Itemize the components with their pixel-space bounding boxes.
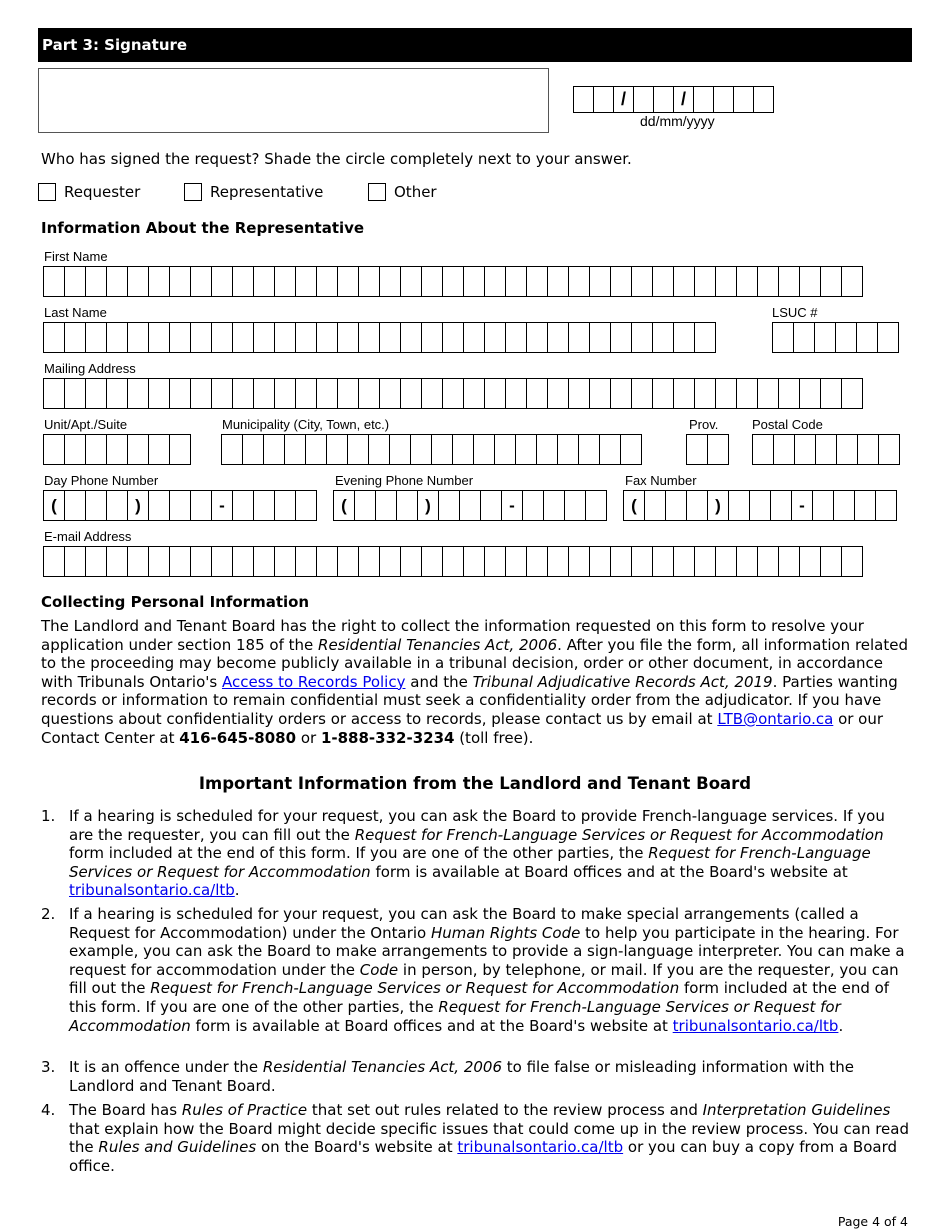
signature-box[interactable] [38, 68, 549, 133]
char-cell[interactable] [337, 378, 359, 409]
char-cell[interactable] [673, 266, 695, 297]
char-cell[interactable] [169, 378, 191, 409]
char-cell[interactable] [337, 322, 359, 353]
day-phone-field[interactable] [43, 490, 317, 521]
char-cell[interactable] [106, 266, 128, 297]
char-cell[interactable] [652, 378, 674, 409]
char-cell[interactable] [148, 378, 170, 409]
char-cell[interactable] [694, 378, 716, 409]
char-cell[interactable] [673, 322, 695, 353]
char-cell[interactable] [274, 546, 296, 577]
option-other[interactable] [368, 183, 437, 201]
char-cell[interactable] [484, 546, 506, 577]
char-cell[interactable] [127, 378, 149, 409]
char-cell[interactable] [43, 322, 65, 353]
char-cell[interactable] [242, 434, 264, 465]
postal-code-field[interactable] [752, 434, 900, 465]
mailing-address-field[interactable] [43, 378, 863, 409]
char-cell[interactable] [211, 546, 233, 577]
char-cell[interactable] [799, 546, 821, 577]
checkbox[interactable] [368, 183, 386, 201]
char-cell[interactable] [253, 322, 275, 353]
char-cell[interactable] [815, 434, 837, 465]
char-cell[interactable] [442, 322, 464, 353]
char-cell[interactable] [736, 546, 758, 577]
char-cell[interactable] [631, 546, 653, 577]
char-cell[interactable] [274, 490, 296, 521]
char-cell[interactable] [589, 266, 611, 297]
char-cell[interactable] [522, 490, 544, 521]
char-cell[interactable] [358, 378, 380, 409]
char-cell[interactable] [631, 378, 653, 409]
char-cell[interactable] [526, 378, 548, 409]
char-cell[interactable] [459, 490, 481, 521]
char-cell[interactable] [875, 490, 897, 521]
char-cell[interactable] [715, 378, 737, 409]
char-cell[interactable] [211, 322, 233, 353]
char-cell[interactable] [253, 546, 275, 577]
char-cell[interactable] [169, 322, 191, 353]
char-cell[interactable] [85, 378, 107, 409]
date-format-label: dd/mm/yyyy [640, 113, 715, 129]
char-cell[interactable] [480, 490, 502, 521]
list-item: 2. If a hearing is scheduled for your request, you can ask the Board to make special arrangements (called a Request for Accommodation) under the Ontario Human Rights Code to help you participate in the hearing. For example, you can ask the Board to make arrangements to provide a sign-language interpreter. You can make a request for accommodation under the Code in person, by telephone, or mail. If you are the requester, you can fill out the Request for French-Language Services or Request for Accommodation form included at the end of this form. If you are one of the other parties, the Request for French-Language Services or Request for Accommodation form is available at Board offices and at the Board's website at tribunalsontario.ca/ltb. [41, 905, 905, 1035]
char-cell[interactable] [190, 266, 212, 297]
char-cell[interactable] [379, 266, 401, 297]
char-cell[interactable] [442, 546, 464, 577]
representative-heading: Information About the Representative [41, 219, 365, 237]
char-cell[interactable] [673, 546, 695, 577]
char-cell[interactable] [543, 490, 565, 521]
char-cell[interactable] [557, 434, 579, 465]
option-label: Other [394, 183, 437, 201]
checkbox[interactable] [184, 183, 202, 201]
char-cell[interactable] [253, 490, 275, 521]
option-label: Requester [64, 183, 141, 201]
char-cell[interactable] [410, 434, 432, 465]
list-item: 3. It is an offence under the Residential Tenancies Act, 2006 to file false or misleading information with the Landlord and Tenant Board. [41, 1058, 855, 1095]
char-cell[interactable] [812, 490, 834, 521]
char-cell[interactable] [305, 434, 327, 465]
lsuc-field[interactable] [772, 322, 899, 353]
char-cell[interactable] [505, 266, 527, 297]
char-cell[interactable] [652, 322, 674, 353]
signed-question: Who has signed the request? Shade the circle completely next to your answer. [41, 150, 632, 168]
char-cell[interactable] [85, 490, 107, 521]
char-cell[interactable] [106, 378, 128, 409]
char-cell[interactable] [442, 378, 464, 409]
char-cell[interactable] [64, 546, 86, 577]
char-cell[interactable] [757, 266, 779, 297]
char-cell[interactable] [127, 546, 149, 577]
char-cell[interactable] [599, 434, 621, 465]
date-cell[interactable] [593, 86, 614, 113]
char-cell[interactable] [190, 378, 212, 409]
char-cell[interactable] [442, 266, 464, 297]
char-cell[interactable] [190, 322, 212, 353]
char-cell[interactable] [568, 378, 590, 409]
char-cell[interactable] [644, 490, 666, 521]
char-cell[interactable] [757, 378, 779, 409]
phone-mark: ) [127, 490, 149, 521]
evening-phone-label: Evening Phone Number [335, 473, 474, 488]
char-cell[interactable] [400, 546, 422, 577]
char-cell[interactable] [589, 378, 611, 409]
char-cell[interactable] [841, 266, 863, 297]
char-cell[interactable] [169, 546, 191, 577]
char-cell[interactable] [438, 490, 460, 521]
section-header-part3: Part 3: Signature [38, 28, 912, 62]
char-cell[interactable] [421, 378, 443, 409]
char-cell[interactable] [564, 490, 586, 521]
mailing-address-label: Mailing Address [44, 361, 136, 376]
char-cell[interactable] [221, 434, 243, 465]
char-cell[interactable] [589, 322, 611, 353]
char-cell[interactable] [665, 490, 687, 521]
last-name-label: Last Name [44, 305, 107, 320]
date-cell[interactable] [653, 86, 674, 113]
phone-mark: ) [707, 490, 729, 521]
char-cell[interactable] [728, 490, 750, 521]
char-cell[interactable] [515, 434, 537, 465]
char-cell[interactable] [85, 434, 107, 465]
char-cell[interactable] [190, 490, 212, 521]
tribunals-link[interactable]: tribunalsontario.ca/ltb [457, 1138, 624, 1157]
char-cell[interactable] [400, 322, 422, 353]
char-cell[interactable] [253, 378, 275, 409]
collecting-heading: Collecting Personal Information [41, 593, 310, 611]
phone-mark: - [791, 490, 813, 521]
tribunals-link[interactable]: tribunalsontario.ca/ltb [672, 1016, 839, 1035]
char-cell[interactable] [148, 266, 170, 297]
char-cell[interactable] [64, 378, 86, 409]
char-cell[interactable] [715, 266, 737, 297]
char-cell[interactable] [326, 434, 348, 465]
char-cell[interactable] [379, 546, 401, 577]
char-cell[interactable] [379, 378, 401, 409]
municipality-label: Municipality (City, Town, etc.) [222, 417, 390, 432]
char-cell[interactable] [106, 434, 128, 465]
char-cell[interactable] [421, 266, 443, 297]
char-cell[interactable] [836, 434, 858, 465]
list-item: 1. If a hearing is scheduled for your request, you can ask the Board to provide French-language services. If you are the requester, you can fill out the Request for French-Language Services or Request for Accommodation form included at the end of this form. If you are one of the other parties, the Request for French-Language Services or Request for Accommodation form is available at Board offices and at the Board's website at tribunalsontario.ca/ltb. [41, 807, 885, 900]
char-cell[interactable] [757, 546, 779, 577]
char-cell[interactable] [295, 490, 317, 521]
char-cell[interactable] [463, 322, 485, 353]
char-cell[interactable] [368, 434, 390, 465]
date-cell[interactable] [573, 86, 594, 113]
phone-mark: - [211, 490, 233, 521]
page-number: Page 4 of 4 [837, 1214, 908, 1229]
unit-label: Unit/Apt./Suite [44, 417, 128, 432]
char-cell[interactable] [64, 490, 86, 521]
char-cell[interactable] [484, 378, 506, 409]
date-cell[interactable] [693, 86, 714, 113]
date-cell[interactable] [633, 86, 654, 113]
char-cell[interactable] [820, 266, 842, 297]
char-cell[interactable] [211, 266, 233, 297]
char-cell[interactable] [106, 546, 128, 577]
char-cell[interactable] [652, 546, 674, 577]
char-cell[interactable] [127, 434, 149, 465]
char-cell[interactable] [347, 434, 369, 465]
char-cell[interactable] [877, 322, 899, 353]
char-cell[interactable] [358, 546, 380, 577]
char-cell[interactable] [484, 322, 506, 353]
char-cell[interactable] [547, 546, 569, 577]
char-cell[interactable] [715, 546, 737, 577]
char-cell[interactable] [396, 490, 418, 521]
char-cell[interactable] [148, 490, 170, 521]
municipality-field[interactable] [221, 434, 642, 465]
char-cell[interactable] [568, 546, 590, 577]
char-cell[interactable] [263, 434, 285, 465]
char-cell[interactable] [431, 434, 453, 465]
char-cell[interactable] [547, 266, 569, 297]
char-cell[interactable] [190, 546, 212, 577]
char-cell[interactable] [64, 322, 86, 353]
char-cell[interactable] [694, 266, 716, 297]
char-cell[interactable] [375, 490, 397, 521]
evening-phone-field[interactable] [333, 490, 607, 521]
char-cell[interactable] [463, 546, 485, 577]
char-cell[interactable] [43, 378, 65, 409]
char-cell[interactable] [686, 490, 708, 521]
char-cell[interactable] [452, 434, 474, 465]
char-cell[interactable] [707, 434, 729, 465]
char-cell[interactable] [211, 378, 233, 409]
char-cell[interactable] [400, 378, 422, 409]
char-cell[interactable] [232, 490, 254, 521]
collecting-paragraph: The Landlord and Tenant Board has the right to collect the information requested on this form to resolve your application under section 185 of the Residential Tenancies Act, 2006. After you file the form, all information related to the proceeding may become publicly available in a tribunal decision, order or other document, in accordance with Tribunals Ontario's Access to Records Policy and the Tribunal Adjudicative Records Act, 2019. Parties wanting records or information to remain confidential must seek a confidentiality order from the adjudicator. If you have questions about confidentiality orders or access to records, please contact us by email at LTB@ontario.ca or our Contact Center at 416-645-8080 or 1-888-332-3234 (toll free). [41, 617, 909, 747]
ltb-email-link[interactable]: LTB@ontario.ca [717, 709, 834, 728]
char-cell[interactable] [85, 322, 107, 353]
email-field[interactable] [43, 546, 863, 577]
char-cell[interactable] [857, 434, 879, 465]
char-cell[interactable] [841, 546, 863, 577]
char-cell[interactable] [793, 322, 815, 353]
char-cell[interactable] [778, 378, 800, 409]
char-cell[interactable] [749, 490, 771, 521]
char-cell[interactable] [585, 490, 607, 521]
char-cell[interactable] [631, 266, 653, 297]
date-separator: / [673, 86, 694, 113]
first-name-field[interactable] [43, 266, 863, 297]
char-cell[interactable] [526, 546, 548, 577]
email-label: E-mail Address [44, 529, 132, 544]
char-cell[interactable] [295, 546, 317, 577]
char-cell[interactable] [127, 322, 149, 353]
char-cell[interactable] [295, 378, 317, 409]
char-cell[interactable] [421, 546, 443, 577]
char-cell[interactable] [169, 266, 191, 297]
char-cell[interactable] [620, 434, 642, 465]
last-name-field[interactable] [43, 322, 716, 353]
option-representative[interactable] [184, 183, 323, 201]
day-phone-label: Day Phone Number [44, 473, 159, 488]
date-cell[interactable] [733, 86, 754, 113]
char-cell[interactable] [463, 378, 485, 409]
char-cell[interactable] [505, 546, 527, 577]
char-cell[interactable] [547, 378, 569, 409]
char-cell[interactable] [568, 322, 590, 353]
char-cell[interactable] [686, 434, 708, 465]
char-cell[interactable] [526, 322, 548, 353]
fax-label: Fax Number [625, 473, 697, 488]
char-cell[interactable] [389, 434, 411, 465]
char-cell[interactable] [148, 546, 170, 577]
char-cell[interactable] [770, 490, 792, 521]
char-cell[interactable] [568, 266, 590, 297]
char-cell[interactable] [106, 322, 128, 353]
char-cell[interactable] [316, 546, 338, 577]
char-cell[interactable] [354, 490, 376, 521]
char-cell[interactable] [589, 546, 611, 577]
fax-field[interactable] [623, 490, 897, 521]
date-separator: / [613, 86, 634, 113]
char-cell[interactable] [295, 322, 317, 353]
char-cell[interactable] [169, 490, 191, 521]
important-heading: Important Information from the Landlord and Tenant Board [198, 774, 752, 793]
char-cell[interactable] [778, 546, 800, 577]
char-cell[interactable] [835, 322, 857, 353]
char-cell[interactable] [814, 322, 836, 353]
char-cell[interactable] [148, 434, 170, 465]
unit-field[interactable] [43, 434, 191, 465]
char-cell[interactable] [736, 266, 758, 297]
char-cell[interactable] [536, 434, 558, 465]
char-cell[interactable] [631, 322, 653, 353]
char-cell[interactable] [772, 322, 794, 353]
phone-mark: ( [623, 490, 645, 521]
first-name-label: First Name [44, 249, 108, 264]
char-cell[interactable] [854, 490, 876, 521]
char-cell[interactable] [610, 322, 632, 353]
char-cell[interactable] [494, 434, 516, 465]
char-cell[interactable] [736, 378, 758, 409]
char-cell[interactable] [316, 266, 338, 297]
char-cell[interactable] [274, 322, 296, 353]
char-cell[interactable] [64, 266, 86, 297]
phone-mark: ) [417, 490, 439, 521]
char-cell[interactable] [752, 434, 774, 465]
char-cell[interactable] [578, 434, 600, 465]
char-cell[interactable] [106, 490, 128, 521]
char-cell[interactable] [526, 266, 548, 297]
postal-code-label: Postal Code [752, 417, 823, 432]
char-cell[interactable] [799, 378, 821, 409]
char-cell[interactable] [148, 322, 170, 353]
char-cell[interactable] [673, 378, 695, 409]
char-cell[interactable] [358, 266, 380, 297]
char-cell[interactable] [232, 322, 254, 353]
phone-mark: - [501, 490, 523, 521]
char-cell[interactable] [64, 434, 86, 465]
char-cell[interactable] [463, 266, 485, 297]
char-cell[interactable] [773, 434, 795, 465]
char-cell[interactable] [505, 378, 527, 409]
char-cell[interactable] [232, 546, 254, 577]
char-cell[interactable] [232, 378, 254, 409]
char-cell[interactable] [799, 266, 821, 297]
char-cell[interactable] [652, 266, 674, 297]
list-item: 4. The Board has Rules of Practice that set out rules related to the review process and Interpretation Guidelines that explain how the Board might decide specific issues that could come up in the review process. You can read the Rules and Guidelines on the Board's website at tribunalsontario.ca/ltb or you can buy a copy from a Board office. [41, 1101, 909, 1175]
char-cell[interactable] [610, 378, 632, 409]
char-cell[interactable] [610, 266, 632, 297]
char-cell[interactable] [878, 434, 900, 465]
phone-mark: ( [333, 490, 355, 521]
char-cell[interactable] [127, 266, 149, 297]
char-cell[interactable] [316, 322, 338, 353]
char-cell[interactable] [856, 322, 878, 353]
char-cell[interactable] [337, 546, 359, 577]
char-cell[interactable] [169, 434, 191, 465]
char-cell[interactable] [316, 378, 338, 409]
access-records-link[interactable]: Access to Records Policy [221, 672, 406, 691]
char-cell[interactable] [778, 266, 800, 297]
char-cell[interactable] [85, 266, 107, 297]
char-cell[interactable] [43, 266, 65, 297]
char-cell[interactable] [694, 546, 716, 577]
char-cell[interactable] [794, 434, 816, 465]
phone-mark: ( [43, 490, 65, 521]
date-cell[interactable] [753, 86, 774, 113]
lsuc-label: LSUC # [772, 305, 818, 320]
tribunals-link[interactable]: tribunalsontario.ca/ltb [69, 881, 235, 900]
char-cell[interactable] [400, 266, 422, 297]
option-requester[interactable] [38, 183, 140, 201]
char-cell[interactable] [841, 378, 863, 409]
char-cell[interactable] [820, 546, 842, 577]
char-cell[interactable] [337, 266, 359, 297]
checkbox[interactable] [38, 183, 56, 201]
char-cell[interactable] [505, 322, 527, 353]
char-cell[interactable] [833, 490, 855, 521]
char-cell[interactable] [253, 266, 275, 297]
option-label: Representative [210, 183, 324, 201]
date-input[interactable] [574, 86, 774, 113]
char-cell[interactable] [421, 322, 443, 353]
date-cell[interactable] [713, 86, 734, 113]
char-cell[interactable] [232, 266, 254, 297]
char-cell[interactable] [295, 266, 317, 297]
char-cell[interactable] [610, 546, 632, 577]
char-cell[interactable] [358, 322, 380, 353]
char-cell[interactable] [284, 434, 306, 465]
char-cell[interactable] [473, 434, 495, 465]
char-cell[interactable] [547, 322, 569, 353]
prov-label: Prov. [689, 417, 719, 432]
char-cell[interactable] [379, 322, 401, 353]
prov-field[interactable] [686, 434, 729, 465]
char-cell[interactable] [694, 322, 716, 353]
char-cell[interactable] [820, 378, 842, 409]
char-cell[interactable] [484, 266, 506, 297]
char-cell[interactable] [274, 266, 296, 297]
char-cell[interactable] [274, 378, 296, 409]
char-cell[interactable] [43, 546, 65, 577]
char-cell[interactable] [85, 546, 107, 577]
char-cell[interactable] [43, 434, 65, 465]
